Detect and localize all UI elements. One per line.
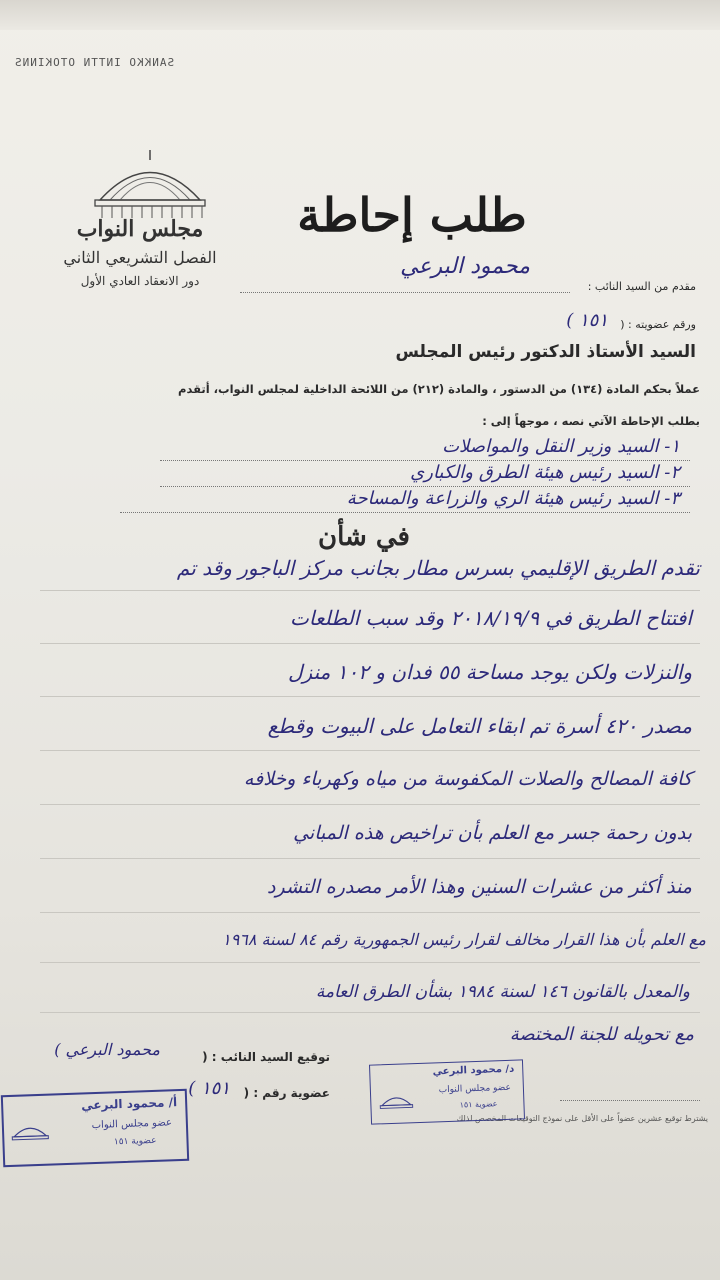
- dome-icon: [377, 1090, 416, 1109]
- member-stamp: [369, 1059, 525, 1124]
- recipient-line-3: [120, 512, 690, 513]
- ruled-line: [40, 643, 700, 644]
- recipient-3: ٣- السيد رئيس هيئة الري والزراعة والمساحة: [346, 488, 680, 509]
- body-line-10: مع تحويله للجنة المختصة: [509, 1024, 694, 1045]
- stamp-number: عضوية ١٥١: [459, 1099, 498, 1110]
- addressee: السيد الأستاذ الدكتور رئيس المجلس: [395, 342, 696, 362]
- paper-brand-mark: SANKKO INTTN OTOKINNS: [14, 56, 175, 69]
- submitted-by-label: مقدم من السيد النائب :: [587, 280, 696, 293]
- recipient-line-1: [160, 460, 690, 461]
- ruled-line: [40, 804, 700, 805]
- member-stamp: [1, 1089, 189, 1167]
- stamp-role: عضو مجلس النواب: [91, 1117, 173, 1132]
- top-shadow: [0, 0, 720, 30]
- body-line-6: بدون رحمة جسر مع العلم بأن تراخيص هذه المباني: [293, 822, 692, 844]
- ruled-line: [40, 962, 700, 963]
- signature-label: توقيع السيد النائب : (: [202, 1050, 330, 1064]
- dome-icon: [80, 150, 220, 220]
- signature-membership-label: عضوية رقم : (: [243, 1086, 330, 1100]
- footnote: يشترط توقيع عشرين عضواً على الأقل على نموذج التوقيعات المخصص لذلك: [456, 1114, 708, 1123]
- signature-line: [560, 1100, 700, 1101]
- logo-line-session: دور الانعقاد العادي الأول: [80, 274, 200, 288]
- stamp-role: عضو مجلس النواب: [438, 1082, 512, 1096]
- body-line-5: كافة المصالح والصلات المكفوسة من مياه وكهرباء وخلافه: [243, 768, 692, 790]
- logo-line-term: الفصل التشريعي الثاني: [63, 248, 217, 267]
- submitted-by-value: محمود البرعي: [400, 254, 530, 279]
- body-line-2: افتتاح الطريق في ٢٠١٨/١٩/٩ وقد سبب الطلعات: [290, 606, 692, 630]
- membership-label: ورقم عضويته : (: [620, 318, 696, 331]
- signature-membership-value: ١٥١ ): [188, 1078, 230, 1099]
- recipient-2: ٢- السيد رئيس هيئة الطرق والكباري: [410, 462, 680, 483]
- preamble: عملاً بحكم المادة (١٣٤) من الدستور ، والمادة (٢١٢) من اللائحة الداخلية لمجلس النواب، أتقدم: [178, 382, 700, 396]
- subject-heading: في شأن: [318, 522, 410, 552]
- recipient-1: ١- السيد وزير النقل والمواصلات: [442, 436, 680, 457]
- ruled-line: [40, 696, 700, 697]
- membership-value: ١٥١ ): [566, 310, 608, 331]
- body-line-8: مع العلم بأن هذا القرار مخالف لقرار رئيس الجمهورية رقم ٨٤ لسنة ١٩٦٨: [222, 930, 706, 949]
- body-line-1: تقدم الطريق الإقليمي بسرس مطار بجانب مركز الباجور وقد تم: [176, 556, 700, 580]
- ruled-line: [40, 750, 700, 751]
- signature-value: محمود البرعي ): [54, 1040, 160, 1059]
- body-line-4: مصدر ٤٢٠ أسرة تم ابقاء التعامل على البيوت وقطع: [267, 714, 692, 738]
- submitted-by-line: [240, 292, 570, 293]
- logo-line-parliament: مجلس النواب: [76, 216, 204, 242]
- recipient-line-2: [160, 486, 690, 487]
- stamp-number: عضوية ١٥١: [113, 1135, 157, 1148]
- request-line: بطلب الإحاطة الآتي نصه ، موجهاً إلى :: [482, 414, 700, 428]
- ruled-line: [40, 912, 700, 913]
- dome-icon: [10, 1120, 51, 1141]
- body-line-7: منذ أكثر من عشرات السنين وهذا الأمر مصدره التشرد: [267, 876, 692, 898]
- ruled-line: [40, 858, 700, 859]
- ruled-line: [40, 590, 700, 591]
- body-line-9: والمعدل بالقانون ١٤٦ لسنة ١٩٨٤ بشأن الطرق العامة: [315, 982, 690, 1002]
- stamp-name: د/ محمود البرعي: [432, 1063, 515, 1078]
- document-title: طلب إحاطة: [297, 188, 527, 242]
- parliament-logo: [63, 150, 220, 300]
- body-line-3: والنزلات ولكن يوجد مساحة ٥٥ فدان و ١٠٢ منزل: [288, 660, 692, 684]
- stamp-name: أ/ محمود البرعي: [80, 1095, 178, 1113]
- ruled-line: [40, 1012, 700, 1013]
